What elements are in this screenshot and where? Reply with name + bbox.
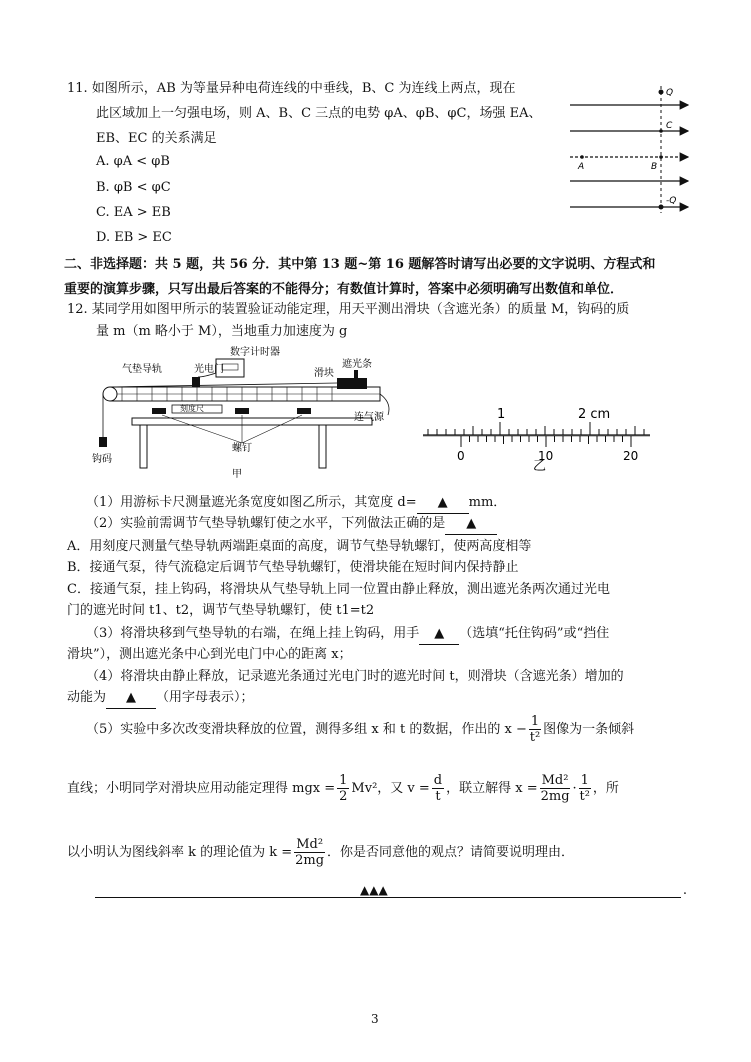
q12-part5-line-3 xyxy=(67,836,574,870)
screw xyxy=(297,408,311,414)
q12-part5-dot: · xyxy=(572,781,577,796)
hook-weight xyxy=(99,437,107,447)
q12-part3-text: （3）将滑块移到气垫导轨的右端，在绳上挂上钩码，用手 xyxy=(86,626,420,641)
caption-yi: 乙 xyxy=(533,459,547,471)
table-leg xyxy=(140,425,147,468)
section2-line-2: 重要的演算步骤，只写出最后答案的不能得分；有数值计算时，答案中必须明确写出数值和单位． xyxy=(64,282,624,297)
vernier-label-20: 20 xyxy=(623,449,639,463)
q11-stem-line-3: EB、EC 的关系满足 xyxy=(96,131,217,146)
label-air: 连气源 xyxy=(354,412,384,423)
q12-part5-text-3b: ．你是否同意他的观点？请简要说明理由． xyxy=(327,845,575,860)
q12-part5-text-2e: ，所 xyxy=(592,781,619,796)
light-strip xyxy=(354,370,358,379)
q12-part3-line-1 xyxy=(86,624,609,645)
q12-part5-text-2a: 直线；小明同学对滑块应用动能定理得 mgx = xyxy=(67,781,336,796)
q12-part1 xyxy=(86,493,506,514)
label-q-neg: -Q xyxy=(666,196,677,206)
frac-1-over-t2-b: $\frac{1}{\text{t²}}$ xyxy=(579,773,590,804)
page-number: 3 xyxy=(371,1012,379,1026)
answer-line[interactable] xyxy=(95,883,687,901)
charge-negative xyxy=(659,205,664,210)
pulley xyxy=(103,387,117,401)
q12-stem-line-2: 量 m（m 略小于 M），当地重力加速度为 g xyxy=(96,324,348,339)
q12-part4-line-1: （4）将滑块由静止释放，记录遮光条通过光电门时的遮光时间 t，则滑块（含遮光条）增加的 xyxy=(86,669,624,684)
charge-positive xyxy=(659,90,664,95)
q12-option-a: A．用刻度尺测量气垫导轨两端距桌面的高度，调节气垫导轨螺钉，使两高度相等 xyxy=(67,539,532,554)
apparatus-figure xyxy=(92,345,410,480)
point-b xyxy=(659,155,663,159)
label-weight: 钩码 xyxy=(92,454,112,465)
answer-blank-hand[interactable]: ▲ xyxy=(419,624,459,645)
q12-part1-unit: mm． xyxy=(468,495,507,510)
frac-d-over-t: $\frac{d}{t}$ xyxy=(433,773,443,804)
q12-part5-text-1b: 图像为一条倾斜 xyxy=(543,722,635,737)
label-b: B xyxy=(651,162,658,172)
q12-part4-line-2 xyxy=(67,688,254,709)
q12-part5-line-2 xyxy=(67,772,619,806)
q12-part4-text: 动能为 xyxy=(67,690,107,705)
label-q-pos: Q xyxy=(666,88,674,98)
main-ticks xyxy=(428,422,644,435)
frac-md2-over-2mg: $\frac{\text{Md²}}{2mg}$ xyxy=(540,773,570,804)
q12-part5-text-2b: Mv²，又 v = xyxy=(351,781,430,796)
screw xyxy=(152,408,166,414)
q12-part2 xyxy=(86,514,497,535)
label-screw: 螺钉 xyxy=(232,443,252,454)
string xyxy=(110,383,337,387)
frac-half: $\frac{1}{2}$ xyxy=(339,773,348,804)
answer-blank-reason: ▲▲▲ xyxy=(357,883,391,897)
q12-option-c-line-1: C．接通气泵，挂上钩码，将滑块从气垫导轨上同一位置由静止释放，测出遮光条两次通过光电 xyxy=(67,582,610,597)
q11-option-b: B. φB < φC xyxy=(96,180,171,195)
answer-blank-d[interactable]: ▲ xyxy=(417,493,469,514)
q12-part3-choices: （选填“托住钩码”或“挡住 xyxy=(459,626,610,641)
screw xyxy=(235,408,249,414)
caliper-figure xyxy=(418,405,658,471)
point-a xyxy=(580,155,584,159)
q11-option-c: C. EA > EB xyxy=(96,205,171,220)
q11-option-d: D. EB > EC xyxy=(96,230,172,245)
answer-blank-ek[interactable]: ▲ xyxy=(106,688,156,709)
q11-option-a: A. φA < φB xyxy=(96,154,170,169)
frac-k: $\frac{\text{Md²}}{2mg}$ xyxy=(295,837,325,868)
point-c xyxy=(659,129,663,133)
q12-option-c-line-2: 门的遮光时间 t1、t2，调节气垫导轨螺钉，使 t1=t2 xyxy=(67,603,375,618)
label-c: C xyxy=(666,121,673,131)
q12-part5-text-3a: 以小明认为图线斜率 k 的理论值为 k = xyxy=(67,845,293,860)
photogate xyxy=(192,377,200,387)
q11-stem-line-1: 11. 如图所示，AB 为等量异种电荷连线的中垂线，B、C 为连线上两点，现在 xyxy=(67,81,516,96)
answer-blank-choice[interactable]: ▲ xyxy=(445,514,497,535)
label-track: 气垫导轨 xyxy=(122,364,162,375)
q11-field-figure xyxy=(560,78,695,218)
vernier-ticks xyxy=(461,436,631,447)
q12-option-b: B．接通气泵，待气流稳定后调节气垫导轨螺钉，使滑块能在短时间内保持静止 xyxy=(67,560,519,575)
q12-part5-line-1 xyxy=(86,713,634,747)
q12-part3-line-2: 滑块”），测出遮光条中心到光电门中心的距离 x； xyxy=(67,647,352,662)
answer-end: . xyxy=(682,883,687,898)
vernier-label-0: 0 xyxy=(457,449,465,463)
q12-part1-text: （1）用游标卡尺测量遮光条宽度如图乙所示，其宽度 d= xyxy=(86,495,417,510)
table-top xyxy=(132,418,372,425)
main-label-2cm: 2 cm xyxy=(578,407,611,422)
label-ruler: 刻度尺 xyxy=(180,404,204,413)
slider xyxy=(337,378,367,389)
label-a: A xyxy=(578,162,585,172)
q12-part5-text-1: （5）实验中多次改变滑块释放的位置，测得多组 x 和 t 的数据，作出的 x − xyxy=(86,722,527,737)
q12-stem-line-1: 12. 某同学用如图甲所示的装置验证动能定理，用天平测出滑块（含遮光条）的质量 M，钩码的质 xyxy=(67,302,630,317)
frac-1-over-t2: $\frac{1}{\text{t²}}$ xyxy=(529,714,541,745)
caption-jia: 甲 xyxy=(232,469,242,480)
label-gate: 光电门 xyxy=(194,364,224,375)
q12-part5-text-2c: ，联立解得 x = xyxy=(446,781,538,796)
label-timer: 数字计时器 xyxy=(230,347,280,358)
main-label-1: 1 xyxy=(497,407,506,422)
label-slider: 滑块 xyxy=(314,368,334,379)
q12-part2-text: （2）实验前需调节气垫导轨螺钉使之水平，下列做法正确的是 xyxy=(86,516,446,531)
table-leg xyxy=(319,425,326,468)
label-strip: 遮光条 xyxy=(342,359,372,370)
q11-stem-line-2: 此区域加上一匀强电场，则 A、B、C 三点的电势 φA、φB、φC，场强 EA、 xyxy=(96,106,542,121)
q12-part4-suffix: （用字母表示）； xyxy=(156,690,254,705)
section2-line-1: 二、非选择题：共 5 题，共 56 分．其中第 13 题~第 16 题解答时请写出必要的文字说明、方程式和 xyxy=(64,257,656,272)
vernier-label-10: 10 xyxy=(538,449,554,463)
